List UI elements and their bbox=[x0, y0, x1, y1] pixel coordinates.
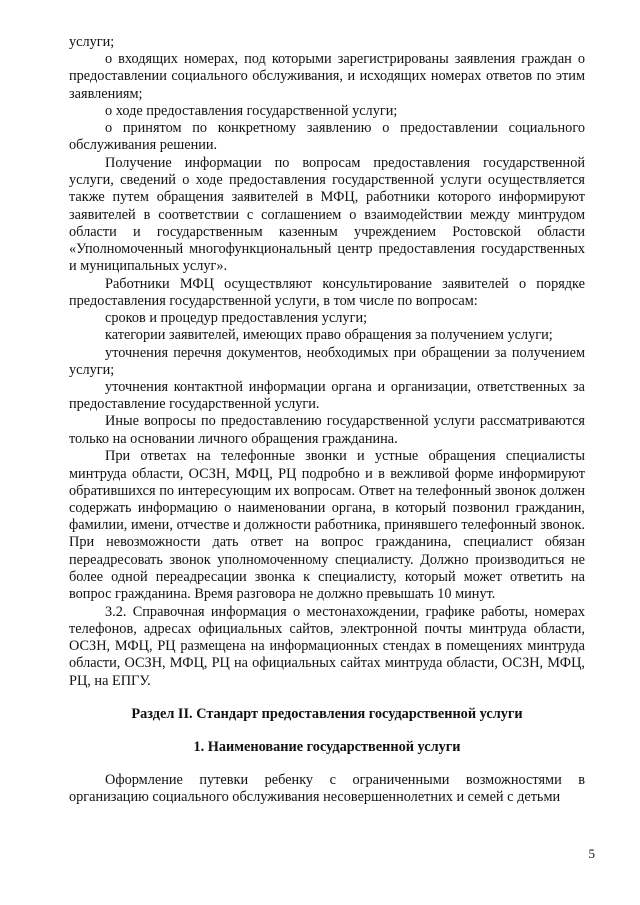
paragraph: о принятом по конкретному заявлению о предоставлении социального обслуживания решении. bbox=[69, 120, 585, 154]
paragraph: При ответах на телефонные звонки и устные обращения специалисты минтруда области, ОСЗН, МФЦ, РЦ подробно и в вежливой форме информируют обратившихся по интересующим их вопросам. Ответ на телефонный звонок должен содержать информацию о наименовании органа, в который позвонил гражданин, фамилии, имени, отчестве и должности работника, принявшего телефонный звонок. При невозможности дать ответ на вопрос гражданина, специалист обязан переадресовать звонок уполномоченному специалисту. Должно производиться не более одной переадресации звонка к специалисту, который может ответить на вопрос гражданина. Время разговора не должно превышать 10 минут. bbox=[69, 448, 585, 602]
paragraph: уточнения перечня документов, необходимых при обращении за получением услуги; bbox=[69, 344, 585, 378]
paragraph: категории заявителей, имеющих право обращения за получением услуги; bbox=[105, 327, 553, 344]
paragraph: о входящих номерах, под которыми зарегистрированы заявления граждан о предоставлении социального обслуживания, и исходящих номерах ответов по этим заявлениям; bbox=[69, 51, 585, 102]
paragraph: Работники МФЦ осуществляют консультирование заявителей о порядке предоставления государственной услуги, в том числе по вопросам: bbox=[69, 275, 585, 310]
section-heading: Раздел II. Стандарт предоставления государственной услуги bbox=[131, 705, 523, 722]
paragraph: о ходе предоставления государственной услуги; bbox=[105, 102, 398, 119]
paragraph: услуги; bbox=[69, 34, 115, 50]
paragraph: Иные вопросы по предоставлению государственной услуги рассматриваются только на основании личного обращения гражданина. bbox=[69, 413, 585, 447]
paragraph: Получение информации по вопросам предоставления государственной услуги, сведений о ходе предоставления государственной услуги осуществляется также путем обращения заявителей в МФЦ, работники которого информируют заявителей в соответствии с соглашением о взаимодействии между минтрудом области и государственным казенным учреждением Ростовской области «Уполномоченный многофункциональный центр предоставления государственных и муниципальных услуг». bbox=[69, 154, 585, 275]
paragraph: Оформление путевки ребенку с ограниченными возможностями в организацию социального обслуживания несовершеннолетних и семей с детьми bbox=[69, 772, 585, 806]
page-number: 5 bbox=[588, 846, 595, 861]
subsection-heading: 1. Наименование государственной услуги bbox=[193, 738, 461, 755]
paragraph: уточнения контактной информации органа и организации, ответственных за предоставление государственной услуги. bbox=[69, 379, 585, 413]
paragraph: сроков и процедур предоставления услуги; bbox=[105, 310, 368, 327]
paragraph: 3.2. Справочная информация о местонахождении, графике работы, номерах телефонов, адресах официальных сайтов, электронной почты минтруда области, ОСЗН, МФЦ, РЦ размещена на информационных стендах в помещениях минтруда области, ОСЗН, МФЦ, РЦ на официальных сайтах минтруда области, ОСЗН, МФЦ, РЦ, на ЕПГУ. bbox=[69, 603, 585, 689]
document-body bbox=[69, 34, 585, 807]
